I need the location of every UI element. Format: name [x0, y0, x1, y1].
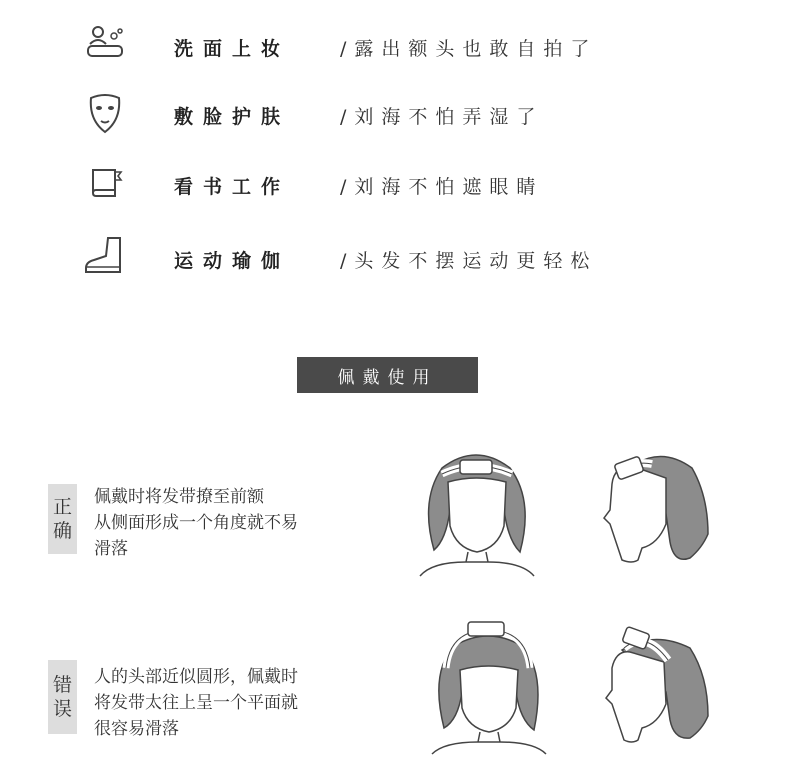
note-line: 佩戴时将发带撩至前额 [94, 487, 264, 507]
note-line: 将发带太往上呈一个平面就 [94, 693, 298, 713]
use-title: 洗面上妆 [174, 38, 291, 60]
book-icon [82, 160, 128, 206]
use-title: 运动瑜伽 [174, 250, 291, 272]
face-mask-icon [82, 90, 128, 136]
use-desc: /刘海不怕遮眼睛 [340, 176, 544, 198]
note-line: 很容易滑落 [94, 719, 179, 739]
wrong-note [94, 664, 334, 742]
use-row-reading [0, 160, 790, 210]
use-title: 看书工作 [174, 176, 291, 198]
use-row-washing [0, 22, 790, 72]
use-desc: /头发不摆运动更轻松 [340, 250, 598, 272]
wrong-side-illustration [594, 620, 724, 750]
note-line: 人的头部近似圆形，佩戴时 [94, 667, 298, 687]
correct-note [94, 484, 334, 562]
washing-face-icon [82, 22, 128, 68]
correct-tag-char: 确 [52, 520, 72, 542]
correct-side-illustration [592, 444, 722, 574]
use-title: 敷脸护肤 [174, 106, 291, 128]
sport-boot-icon [82, 234, 128, 280]
use-row-sport [0, 234, 790, 284]
section-label-wearing: 佩戴使用 [297, 357, 478, 393]
correct-tag-char: 正 [52, 496, 72, 518]
note-line: 滑落 [94, 539, 128, 559]
correct-tag [48, 484, 77, 554]
wrong-tag-char: 错 [52, 674, 72, 696]
use-desc: /露出额头也敢自拍了 [340, 38, 598, 60]
wrong-front-illustration [424, 616, 554, 756]
use-row-mask [0, 90, 790, 140]
wrong-tag-char: 误 [52, 698, 72, 720]
wrong-tag [48, 660, 77, 734]
note-line: 从侧面形成一个角度就不易 [94, 513, 298, 533]
use-desc: /刘海不怕弄湿了 [340, 106, 544, 128]
correct-front-illustration [412, 440, 542, 580]
